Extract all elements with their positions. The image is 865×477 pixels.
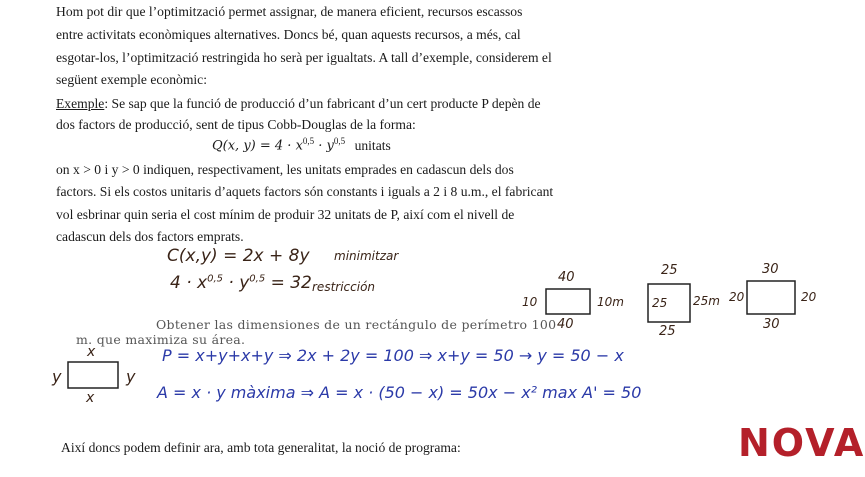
handwritten-cost-function: C(x,y) = 2x + 8y — [167, 246, 310, 266]
rect2-right-label: 25m — [693, 294, 720, 308]
xy-rect-bottom-label: x — [86, 390, 95, 406]
intro-line-2: entre activitats econòmiques alternatives. Doncs bé, quan aquests recursos, a més, cal — [56, 27, 521, 42]
rectangle-3 — [747, 281, 795, 314]
rect3-right-label: 20 — [801, 290, 817, 304]
intro-line-1: Hom pot dir que l’optimització permet assignar, de manera eficient, recursos escassos — [56, 4, 523, 19]
intro-line-4: següent exemple econòmic: — [56, 72, 207, 87]
example-line-6: cadascun dels dos factors emprats. — [56, 229, 244, 244]
rect3-left-label: 20 — [729, 290, 745, 304]
example-line-5: vol esbrinar quin seria el cost mínim de produir 32 unitats de P, així com el nivell de — [56, 207, 515, 222]
rect1-left-label: 10 — [522, 295, 538, 309]
rectangle-1 — [546, 289, 590, 314]
rect1-right-label: 10m — [597, 295, 624, 309]
constraint-rhs: = 32 — [265, 273, 312, 293]
perimeter-equation: P = x+y+x+y ⇒ 2x + 2y = 100 ⇒ x+y = 50 → y = 50 − x — [162, 346, 624, 365]
xy-rect-top-label: x — [87, 344, 96, 360]
formula-unit: unitats — [354, 137, 391, 153]
formula-exp-2: 0,5 — [333, 136, 346, 146]
rect3-top-label: 30 — [762, 262, 779, 277]
rect2-left-label: 25 — [652, 296, 668, 310]
constraint-mid: · y — [223, 273, 250, 293]
example-line-2: dos factors de producció, sent de tipus Cobb-Douglas de la forma: — [56, 117, 416, 132]
rect3-bottom-label: 30 — [763, 317, 780, 332]
xy-rect-right-label: y — [126, 367, 136, 386]
intro-line-3: esgotar-los, l’optimització restringida ho serà per igualtats. A tall d’exemple, considerem el — [56, 50, 552, 65]
handwritten-minimize: minimitzar — [334, 249, 399, 263]
example-line-4: factors. Si els costos unitaris d’aquets factors són constants i iguals a 2 i 8 u.m., el fabricant — [56, 184, 554, 199]
scanned-problem-line-1: Obtener las dimensiones de un rectángulo de perímetro 100 — [156, 317, 557, 332]
xy-rect-left-label: y — [52, 367, 62, 386]
example-line-3: on x > 0 i y > 0 indiquen, respectivament, les unitats emprades en cadascun dels dos — [56, 162, 514, 177]
rect1-top-label: 40 — [558, 270, 575, 285]
rect1-bottom-label: 40 — [557, 317, 574, 332]
nova-logo: NOVA — [738, 421, 865, 465]
constraint-exp-2: 0,5 — [249, 273, 266, 285]
xy-rectangle — [68, 362, 118, 388]
constraint-lhs: 4 · x — [170, 273, 208, 293]
rect2-bottom-label: 25 — [659, 324, 676, 339]
example-label: Exemple — [56, 96, 105, 111]
scanned-problem-line-2: m. que maximiza su área. — [76, 332, 246, 347]
closing-line: Així doncs podem definir ara, amb tota generalitat, la noció de programa: — [61, 440, 461, 455]
formula-lhs: Q(x, y) = 4 · x — [212, 138, 303, 154]
example-line-1-text: : Se sap que la funció de producció d’un fabricant d’un cert producte P depèn de — [104, 96, 541, 111]
formula-exp-1: 0,5 — [302, 136, 315, 146]
constraint-exp-1: 0,5 — [207, 273, 223, 285]
rect2-top-label: 25 — [661, 263, 678, 278]
formula-mid: · y — [314, 138, 334, 154]
area-equation: A = x · y màxima ⇒ A = x · (50 − x) = 50x − x² max A' = 50 — [157, 383, 642, 402]
handwritten-restriction: restricción — [312, 280, 376, 294]
